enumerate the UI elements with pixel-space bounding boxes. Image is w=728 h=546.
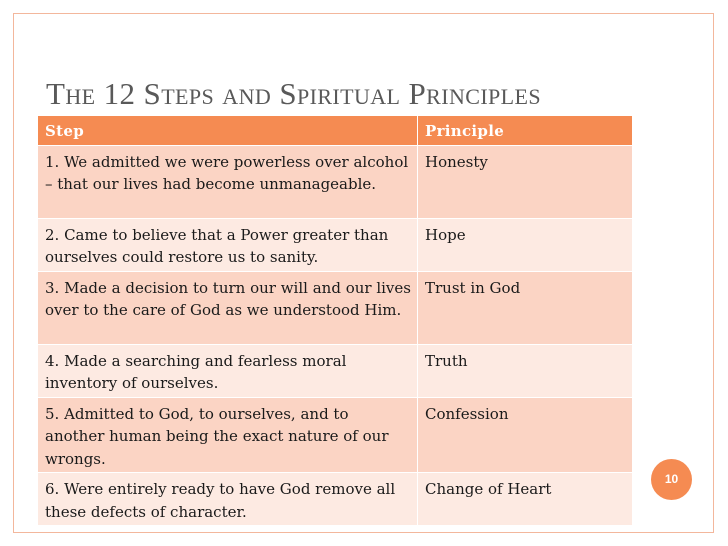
step-cell: 1. We admitted we were powerless over alcohol – that our lives had become unmanageable. xyxy=(38,145,418,218)
principle-cell: Honesty xyxy=(418,145,632,218)
table-row xyxy=(38,145,632,218)
table-header-row xyxy=(38,116,632,145)
table-row xyxy=(38,472,632,525)
table-row xyxy=(38,271,632,344)
step-cell: 4. Made a searching and fearless moral inventory of ourselves. xyxy=(38,344,418,397)
table-row xyxy=(38,397,632,473)
step-cell: 5. Admitted to God, to ourselves, and to another human being the exact nature of our wrongs. xyxy=(38,397,418,473)
principle-cell: Change of Heart xyxy=(418,472,632,525)
table-row xyxy=(38,218,632,271)
page-number-badge: 10 xyxy=(651,459,692,500)
column-header-step: Step xyxy=(38,116,418,145)
column-header-principle: Principle xyxy=(418,116,632,145)
step-cell: 2. Came to believe that a Power greater than ourselves could restore us to sanity. xyxy=(38,218,418,271)
principle-cell: Hope xyxy=(418,218,632,271)
principle-cell: Truth xyxy=(418,344,632,397)
step-cell: 6. Were entirely ready to have God remove all these defects of character. xyxy=(38,472,418,525)
principle-cell: Trust in God xyxy=(418,271,632,344)
principle-cell: Confession xyxy=(418,397,632,473)
slide-title: The 12 Steps and Spiritual Principles xyxy=(46,76,541,111)
steps-table xyxy=(38,116,632,525)
table-row xyxy=(38,344,632,397)
step-cell: 3. Made a decision to turn our will and our lives over to the care of God as we understood Him. xyxy=(38,271,418,344)
